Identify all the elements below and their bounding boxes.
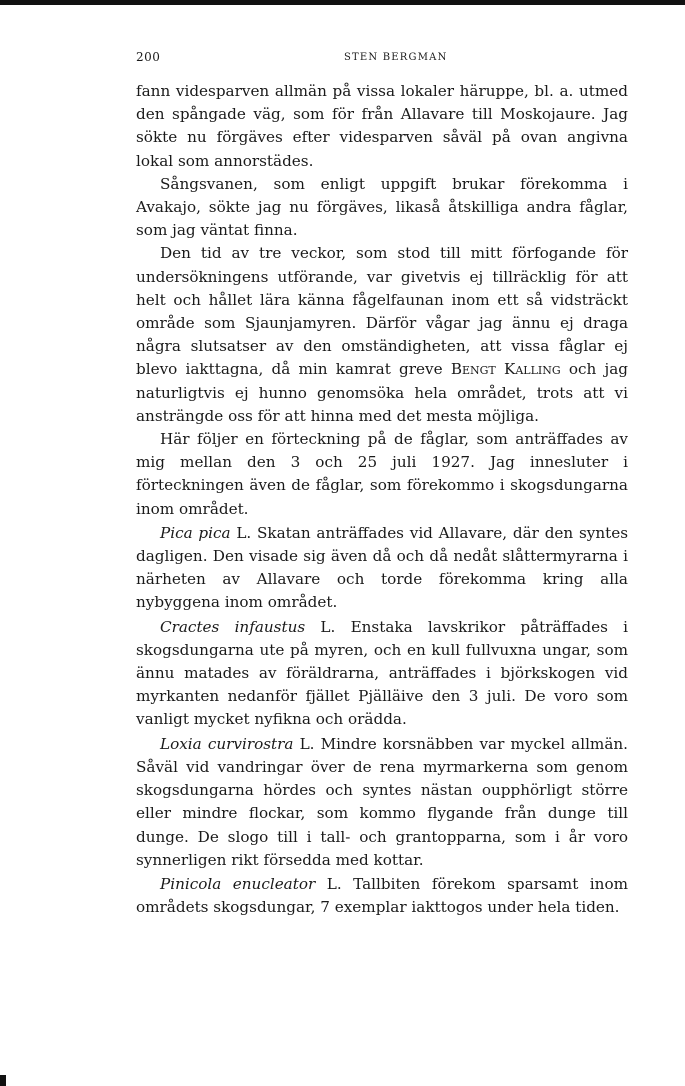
entry-text: L. Tallbiten förekom sparsamt inom områdets skogsdungar, 7 exemplar iakttogos under hela tiden. xyxy=(136,874,628,917)
running-head: STEN BERGMAN xyxy=(344,52,448,63)
paragraph-forteckning: Här följer en förteckning på de fåglar, som anträffades av mig mellan den 3 och 25 juli 1927. Jag innesluter i förteckningen även de fåglar, som förekommo i skogsdungarna inom området. xyxy=(136,430,628,518)
species-name: Pica pica xyxy=(160,523,231,542)
body-text xyxy=(136,80,628,919)
paragraph-videsparven: fann videsparven allmän på vissa lokaler häruppe, bl. a. utmed den spångade väg, som för från Allavare till Moskojaure. Jag sökte nu förgäves efter videsparven såväl på ovan angivna lokal som annorstädes. xyxy=(136,82,628,170)
entry-loxia-curvirostra xyxy=(136,733,628,872)
species-name: Pinicola enucleator xyxy=(160,874,316,893)
entry-pica-pica xyxy=(136,522,628,615)
corner-scan-mark xyxy=(0,1075,6,1086)
entry-text: L. Mindre korsnäbben var myckel allmän. Såväl vid vandringar över de rena myrmarkerna som genom skogsdungarna hördes och syntes nästan oupphörligt större eller mindre flockar, som kommo flygande från dunge till dunge. De slogo till i tall- och grantopparna, som i år voro synnerligen rikt försedda med kottar. xyxy=(136,734,628,869)
paragraph-text: Den tid av tre veckor, som stod till mitt förfogande för undersökningens utförande, var givetvis ej tillräcklig för att helt och hållet lära känna fågelfaunan inom ett så vidsträckt område som Sjaunjamyren. Därför vågar jag ännu ej draga några slutsatser av den omständigheten, att vissa fåglar ej blevo iakttagna, då min kamrat greve xyxy=(136,244,628,379)
page-number: 200 xyxy=(136,50,161,64)
page-header xyxy=(136,50,626,70)
entry-cractes-infaustus xyxy=(136,616,628,732)
entry-text: L. Skatan anträffades vid Allavare, där den syntes dagligen. Den visade sig även då och då nedåt slåttermyrarna i närheten av Allavare och torde förekomma kring alla nybyggena inom området. xyxy=(136,523,628,612)
paragraph-undersokning xyxy=(136,242,628,428)
person-name: Bengt Kalling xyxy=(450,360,561,379)
species-name: Cractes infaustus xyxy=(160,617,306,636)
species-name: Loxia curvirostra xyxy=(160,734,294,753)
entry-text: L. Enstaka lavskrikor påträffades i skogsdungarna ute på myren, och en kull fullvuxna ungar, som ännu matades av föräldrarna, anträffades i björkskogen vid myrkanten nedanför fjället Pjälläive den 3 juli. De voro som vanligt mycket nyfikna och orädda. xyxy=(136,617,628,729)
paragraph-text: och jag naturligtvis ej hunno genomsöka hela området, trots att vi ansträngde oss för att hinna med det mesta möjliga. xyxy=(136,360,628,425)
entry-pinicola-enucleator xyxy=(136,873,628,919)
top-border-rule xyxy=(0,0,685,5)
paragraph-sangsvanen: Sångsvanen, som enligt uppgift brukar förekomma i Avakajo, sökte jag nu förgäves, likaså åtskilliga andra fåglar, som jag väntat finna. xyxy=(136,174,628,240)
